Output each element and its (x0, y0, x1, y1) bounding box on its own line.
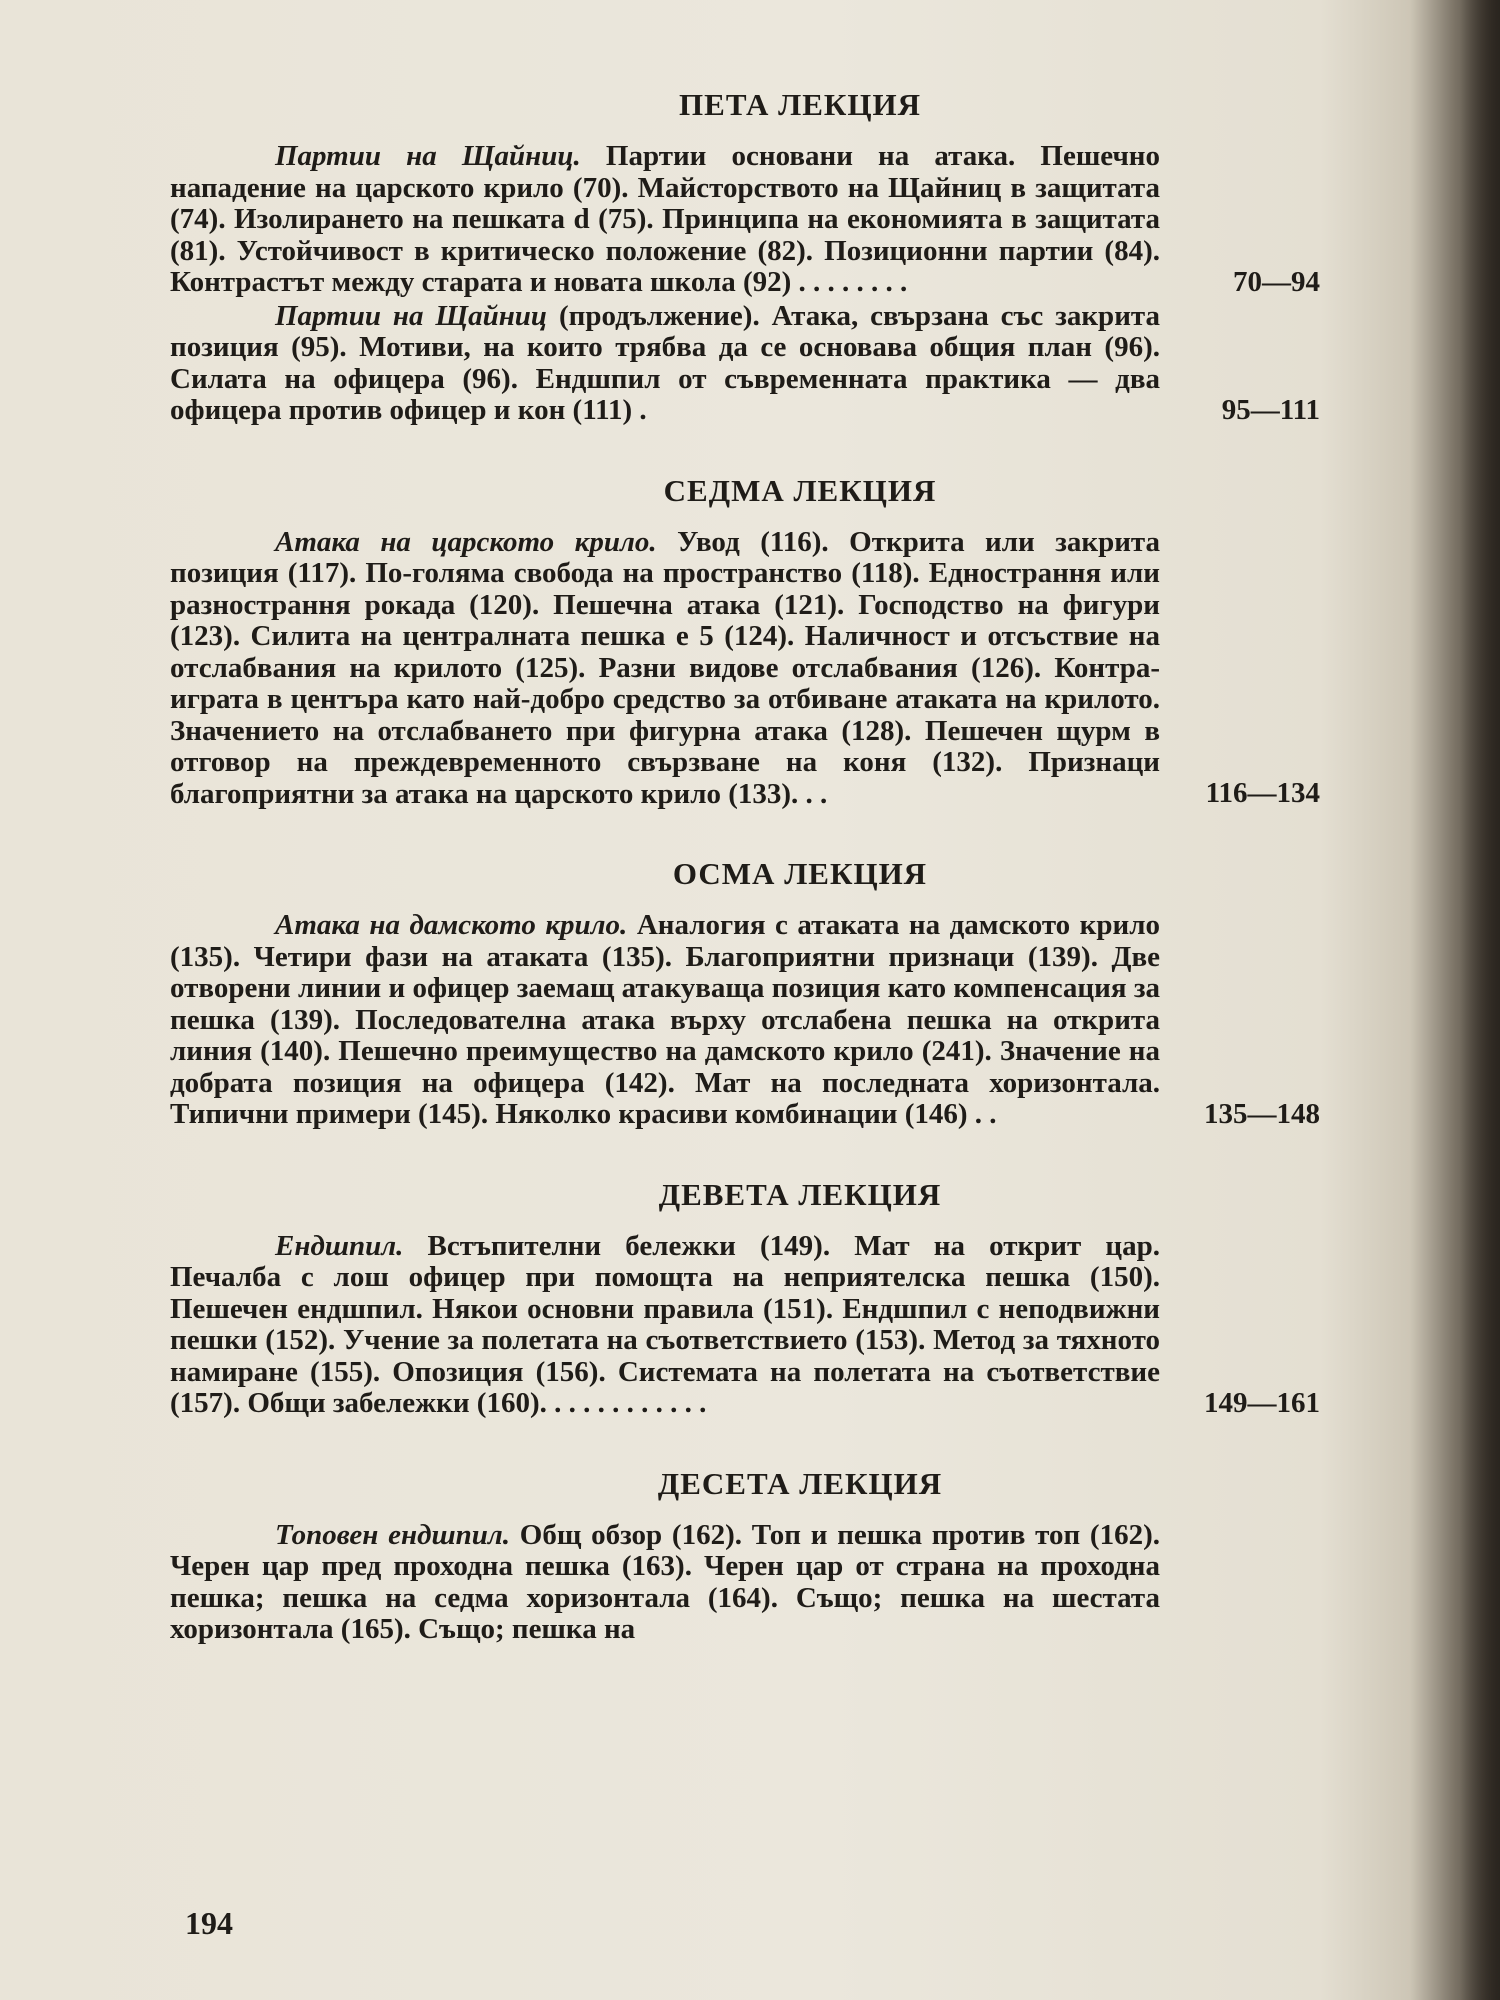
entry-text: Аналогия с атаката на дамското крило (135). Четири фази на атаката (135). Благоприятни признаци (139). Две отворени линии и офицер заемащ атакуваща позиция като компенсация за пешка (139). Последователна атака върху отслабена пешка на открита линия (140). Пешечно преимущество на дамското крило (241). Значение на добрата позиция на офицера (142). Мат на последната хоризонтала. Типични примери (145). Няколко красиви комбинации (146) . . (170, 909, 1160, 1130)
table-of-contents (170, 85, 1320, 1690)
entry-title: Топовен ендшпил. (275, 1518, 511, 1551)
section-heading: ДЕВЕТА ЛЕКЦИЯ (658, 1176, 942, 1212)
section-heading: ОСМА ЛЕКЦИЯ (672, 856, 928, 891)
section-heading: СЕДМА ЛЕКЦИЯ (663, 472, 937, 508)
entry-body (170, 1520, 1160, 1646)
page-range: 116—134 (1205, 777, 1320, 809)
section-seventh-lecture (170, 471, 1320, 811)
section-heading: ПЕТА ЛЕКЦИЯ (679, 87, 921, 122)
entry-body (170, 1231, 1160, 1420)
entry-text: Встъпителни бележки (149). Мат на открит цар. Печалба с лош офицер при помощта на неприятелска пешка (150). Пешечен ендшпил. Някои основни правила (151). Ендшпил с неподвижни пешки (152). Учение за полетата на съответствието (153). Метод за тяхното намиране (155). Опозиция (156). Системата на полетата на съответствие (157). Общи забележки (160). . . . . . . . . . . . (170, 1229, 1160, 1419)
page-range: 149—161 (1204, 1386, 1320, 1419)
entry-body (170, 141, 1160, 299)
toc-entry (170, 301, 1320, 427)
entry-text: Увод (116). Открита или закрита позиция (117). По-голяма свобода на пространство (118). Еднострання или разнострання рокада (120). Пешечна атака (121). Господство на фигури (123). Силита на централната пешка е 5 (124). Наличност и отсъствие на отслабвания на крилото (125). Разни видове отслабвания (126). Контра-играта в центъра като най-добро средство за отбиване атаката на крилото. Значението на отслабването при фигурна атака (128). Пешечен щурм в отговор на преждевременното свързване на коня (132). Признаци благоприятни за атака на царското крило (133). . . (170, 525, 1160, 810)
entry-title: Партии на Щайниц (275, 299, 548, 332)
section-tenth-lecture (170, 1464, 1320, 1646)
section-heading: ДЕСЕТА ЛЕКЦИЯ (657, 1465, 943, 1501)
toc-entry (170, 527, 1320, 811)
entry-title: Атака на царското крило. (275, 525, 657, 558)
entry-title: Ендшпил. (275, 1229, 404, 1262)
entry-title: Партии на Щайниц. (275, 140, 581, 172)
toc-entry (170, 910, 1320, 1131)
entry-text: Общ обзор (162). Топ и пешка против топ (162). Черен цар пред проходна пешка (163). Черен цар от страна на проходна пешка; пешка на седма хоризонтала (164). Също; пешка на шестата хоризонтала (165). Също; пешка на (170, 1518, 1160, 1645)
page-range: 135—148 (1204, 1097, 1320, 1130)
section-fifth-lecture (170, 85, 1320, 427)
entry-text: (продължение). Атака, свързана със закрита позиция (95). Мотиви, на които трябва да се основава общия план (96). Силата на офицера (96). Ендшпил от съвременната практика — два офицера против офицер и кон (111) . (170, 299, 1160, 426)
page-range: 95—111 (1221, 393, 1320, 426)
entry-body (170, 301, 1160, 427)
page-number: 194 (185, 1905, 233, 1941)
section-eighth-lecture (170, 854, 1320, 1131)
entry-text: Партии основани на атака. Пешечно нападение на царското крило (70). Майсторството на Щайниц в защитата (74). Изолирането на пешката d (75). Принципа на економията в защитата (81). Устойчивост в критическо положение (82). Позиционни партии (84). Контрастът между старата и новата школа (92) . . . . . . . . (170, 140, 1161, 298)
entry-body (170, 527, 1160, 811)
toc-entry (170, 1520, 1320, 1646)
section-ninth-lecture (170, 1175, 1320, 1420)
toc-entry (170, 1231, 1320, 1420)
entry-title: Атака на дамското крило. (275, 909, 628, 941)
toc-entry (170, 141, 1320, 299)
entry-body (170, 910, 1160, 1131)
book-spine-shadow (1460, 0, 1500, 2000)
page-range: 70—94 (1233, 265, 1320, 298)
